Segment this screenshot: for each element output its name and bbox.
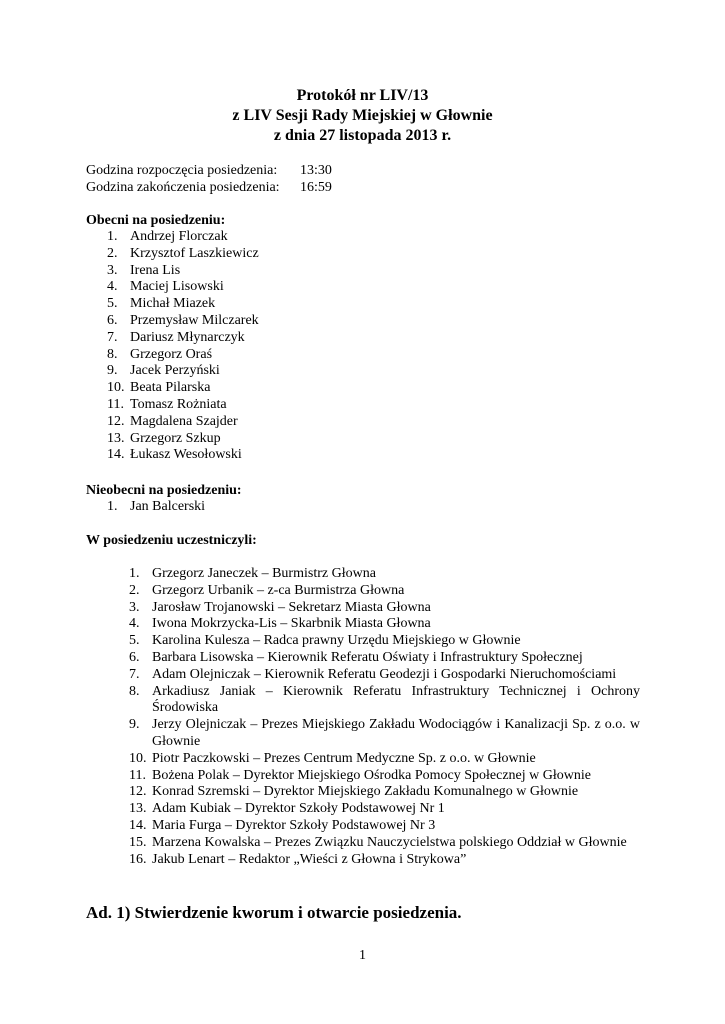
participants-heading: W posiedzeniu uczestniczyli: bbox=[86, 533, 257, 548]
list-item: 6. Przemysław Milczarek bbox=[107, 312, 259, 328]
list-item: 7. Dariusz Młynarczyk bbox=[107, 329, 245, 345]
list-item: 11. Bożena Polak – Dyrektor Miejskiego Ośrodka Pomocy Społecznej w Głownie bbox=[129, 767, 591, 783]
list-item: 4. Maciej Lisowski bbox=[107, 279, 224, 295]
list-item: 14. Maria Furga – Dyrektor Szkoły Podstawowej Nr 3 bbox=[129, 817, 436, 833]
list-item: 16. Jakub Lenart – Redaktor „Wieści z Głowna i Strykowa” bbox=[129, 851, 467, 867]
document-title bbox=[0, 86, 725, 146]
list-item: 4. Iwona Mokrzycka-Lis – Skarbnik Miasta Głowna bbox=[129, 616, 431, 632]
page-number: 1 bbox=[359, 948, 366, 963]
list-item: 12. Konrad Szremski – Dyrektor Miejskiego Zakładu Komunalnego w Głownie bbox=[129, 784, 579, 800]
present-heading: Obecni na posiedzeniu: bbox=[86, 213, 226, 228]
list-item: 1. Jan Balcerski bbox=[107, 499, 206, 514]
list-item: 5. Karolina Kulesza – Radca prawny Urzędu Miejskiego w Głownie bbox=[129, 633, 521, 649]
list-item: 9. Jerzy Olejniczak – Prezes Miejskiego Zakładu Wodociągów i Kanalizacji Sp. z o.o. w Głownie bbox=[129, 717, 640, 749]
list-item: 2. Krzysztof Laszkiewicz bbox=[107, 245, 259, 261]
list-item: 3. Irena Lis bbox=[107, 262, 181, 278]
end-time-row bbox=[86, 179, 332, 196]
list-item: 12. Magdalena Szajder bbox=[107, 413, 238, 429]
end-time-value: 16:59 bbox=[300, 180, 332, 195]
list-item: 2. Grzegorz Urbanik – z-ca Burmistrza Głowna bbox=[129, 582, 405, 598]
list-item: 9. Jacek Perzyński bbox=[107, 363, 220, 379]
session-times bbox=[86, 162, 332, 196]
list-item: 11. Tomasz Rożniata bbox=[107, 396, 227, 412]
list-item: 6. Barbara Lisowska – Kierownik Referatu Oświaty i Infrastruktury Społecznej bbox=[129, 649, 583, 665]
list-item: 13. Grzegorz Szkup bbox=[107, 430, 221, 446]
end-time-label: Godzina zakończenia posiedzenia: bbox=[86, 180, 280, 195]
start-time-value: 13:30 bbox=[300, 163, 332, 178]
list-item: 1. Grzegorz Janeczek – Burmistrz Głowna bbox=[129, 566, 376, 581]
start-time-row bbox=[86, 162, 332, 179]
list-item: 15. Marzena Kowalska – Prezes Związku Nauczycielstwa polskiego Oddział w Głownie bbox=[129, 834, 627, 850]
list-item: 8. Grzegorz Oraś bbox=[107, 346, 213, 362]
list-item: 3. Jarosław Trojanowski – Sekretarz Miasta Głowna bbox=[129, 599, 431, 615]
list-item: 14. Łukasz Wesołowski bbox=[107, 447, 242, 463]
list-item: 5. Michał Miazek bbox=[107, 296, 216, 312]
list-item: 10. Beata Pilarska bbox=[107, 380, 211, 396]
title-line-1: Protokół nr LIV/13 bbox=[296, 87, 429, 104]
list-item: 8. Arkadiusz Janiak – Kierownik Referatu Infrastruktury Technicznej i Ochrony Środowiska bbox=[129, 683, 640, 716]
list-item: 10. Piotr Paczkowski – Prezes Centrum Medyczne Sp. z o.o. w Głownie bbox=[129, 750, 536, 766]
list-item: 13. Adam Kubiak – Dyrektor Szkoły Podstawowej Nr 1 bbox=[129, 801, 445, 817]
present-list bbox=[107, 229, 407, 464]
absent-heading: Nieobecni na posiedzeniu: bbox=[86, 483, 242, 498]
agenda-item-1-heading: Ad. 1) Stwierdzenie kworum i otwarcie posiedzenia. bbox=[86, 903, 462, 922]
list-item: 7. Adam Olejniczak – Kierownik Referatu Geodezji i Gospodarki Nieruchomościami bbox=[129, 666, 617, 682]
participants-list bbox=[129, 566, 640, 868]
title-line-2: z LIV Sesji Rady Miejskiej w Głownie bbox=[232, 107, 493, 124]
list-item: 1. Andrzej Florczak bbox=[107, 229, 228, 244]
start-time-label: Godzina rozpoczęcia posiedzenia: bbox=[86, 163, 278, 178]
title-line-3: z dnia 27 listopada 2013 r. bbox=[273, 127, 452, 144]
absent-list bbox=[107, 499, 407, 516]
